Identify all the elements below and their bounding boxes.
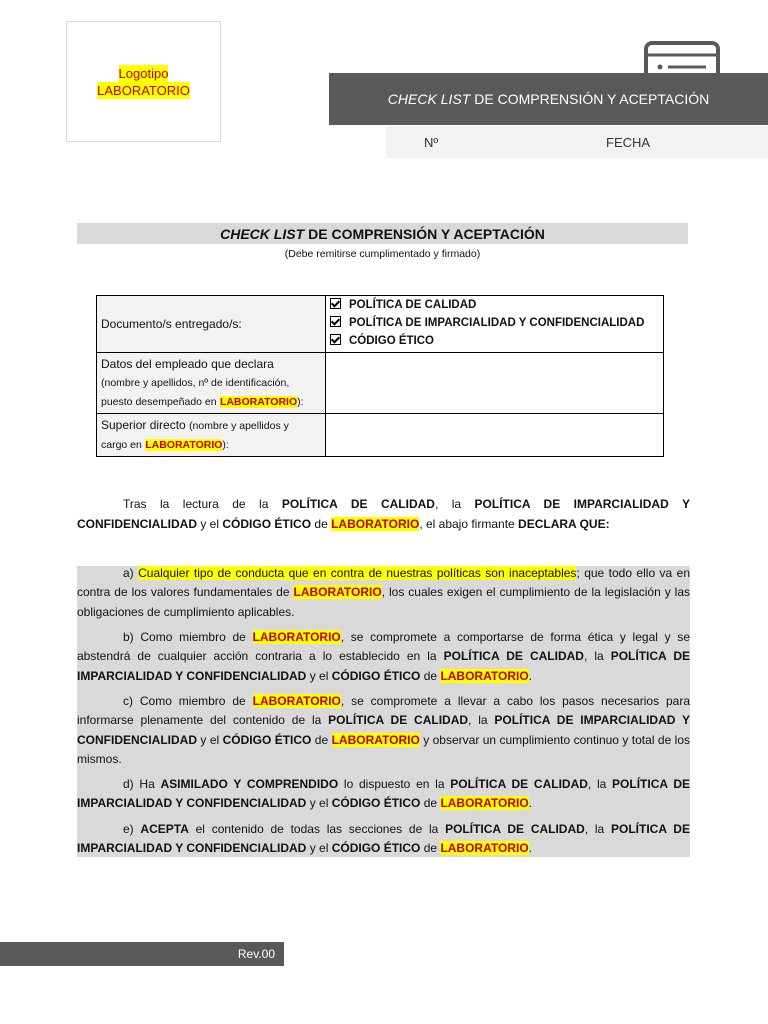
checkbox-checked-icon (330, 298, 341, 309)
checkbox-checked-icon (330, 334, 341, 345)
lab-highlight: LABORATORIO (219, 396, 298, 408)
number-label: Nº (424, 135, 439, 150)
table-row (97, 414, 664, 457)
logo-line-2: LABORATORIO (97, 82, 190, 98)
header-fields (386, 126, 768, 158)
table-row (97, 296, 664, 353)
logo-line-1: Logotipo (118, 65, 169, 81)
logo-placeholder (66, 21, 221, 142)
date-label: FECHA (606, 135, 651, 150)
lab-highlight: LABORATORIO (145, 439, 223, 451)
revision-label: Rev.00 (237, 947, 275, 961)
checkbox-checked-icon (330, 316, 341, 327)
declaration-a: a) Cualquier tipo de conducta que en contra de nuestras políticas son inaceptables; que todo ello va en contra de los valores fundamentales de LABORATORIO, los cuales exigen el cumplimiento de la legislación y las obligaciones de cumplimiento aplicables. (77, 566, 690, 619)
footer-revision-bar (0, 942, 284, 966)
info-table (96, 295, 664, 457)
highlighted-statement: Cualquier tipo de conducta que en contra de nuestras políticas son inaceptables (138, 566, 577, 580)
document-title (77, 223, 688, 244)
declaration-b: b) Como miembro de LABORATORIO, se compromete a comportarse de forma ética y legal y se abstendrá de cualquier acción contraria a lo establecido en la POLÍTICA DE CALIDAD, la POLÍTICA DE IMPARCIALIDAD Y CONFIDENCIALIDAD y el CÓDIGO ÉTICO de LABORATORIO. (77, 630, 690, 683)
declarations-block (77, 566, 690, 857)
header-title-rest: DE COMPRENSIÓN Y ACEPTACIÓN (474, 91, 710, 107)
declaration-e: e) ACEPTA el contenido de todas las secciones de la POLÍTICA DE CALIDAD, la POLÍTICA DE IMPARCIALIDAD Y CONFIDENCIALIDAD y el CÓDIGO ÉTICO de LABORATORIO. (77, 822, 690, 856)
lab-highlight: LABORATORIO (331, 517, 420, 531)
documents-cell (326, 296, 664, 353)
employee-data-field[interactable] (326, 353, 664, 414)
employee-label: Datos del empleado que declara (101, 357, 274, 371)
documents-label: Documento/s entregado/s: (101, 317, 242, 331)
employee-label-cell: Datos del empleado que declara (nombre y apellidos, nº de identificación, puesto desempeñado en LABORATORIO): (97, 353, 326, 414)
table-row (97, 353, 664, 414)
supervisor-data-field[interactable] (326, 414, 664, 457)
document-item-ethics: CÓDIGO ÉTICO (330, 332, 659, 350)
document-title-rest: DE COMPRENSIÓN Y ACEPTACIÓN (308, 225, 545, 242)
declaration-c: c) Como miembro de LABORATORIO, se compromete a llevar a cabo los pasos necesarios para informarse plenamente del contenido de la POLÍTICA DE CALIDAD, la POLÍTICA DE IMPARCIALIDAD Y CONFIDENCIALIDAD y el CÓDIGO ÉTICO de LABORATORIO y observar un cumplimiento continuo y total de los mismos. (77, 694, 691, 766)
supervisor-label: Superior directo (101, 418, 186, 432)
header-title-bar (329, 73, 768, 125)
intro-paragraph: Tras la lectura de la POLÍTICA DE CALIDAD, la POLÍTICA DE IMPARCIALIDAD Y CONFIDENCIALIDAD y el CÓDIGO ÉTICO de LABORATORIO, el abajo firmante DECLARA QUE: (77, 497, 690, 531)
documents-label-cell (97, 296, 326, 353)
header-title-italic: CHECK LIST (387, 91, 471, 107)
document-subtitle: (Debe remitirse cumplimentado y firmado) (284, 248, 481, 260)
document-item-impartiality: POLÍTICA DE IMPARCIALIDAD Y CONFIDENCIALIDAD (330, 314, 659, 332)
declaration-d: d) Ha ASIMILADO Y COMPRENDIDO lo dispuesto en la POLÍTICA DE CALIDAD, la POLÍTICA DE IMPARCIALIDAD Y CONFIDENCIALIDAD y el CÓDIGO ÉTICO de LABORATORIO. (77, 777, 690, 811)
document-item-quality: POLÍTICA DE CALIDAD (330, 296, 659, 314)
supervisor-label-cell: Superior directo (nombre y apellidos y cargo en LABORATORIO): (97, 414, 326, 457)
employee-note: (nombre y apellidos, nº de identificación, puesto desempeñado en (101, 377, 290, 408)
document-title-italic: CHECK LIST (220, 225, 305, 242)
